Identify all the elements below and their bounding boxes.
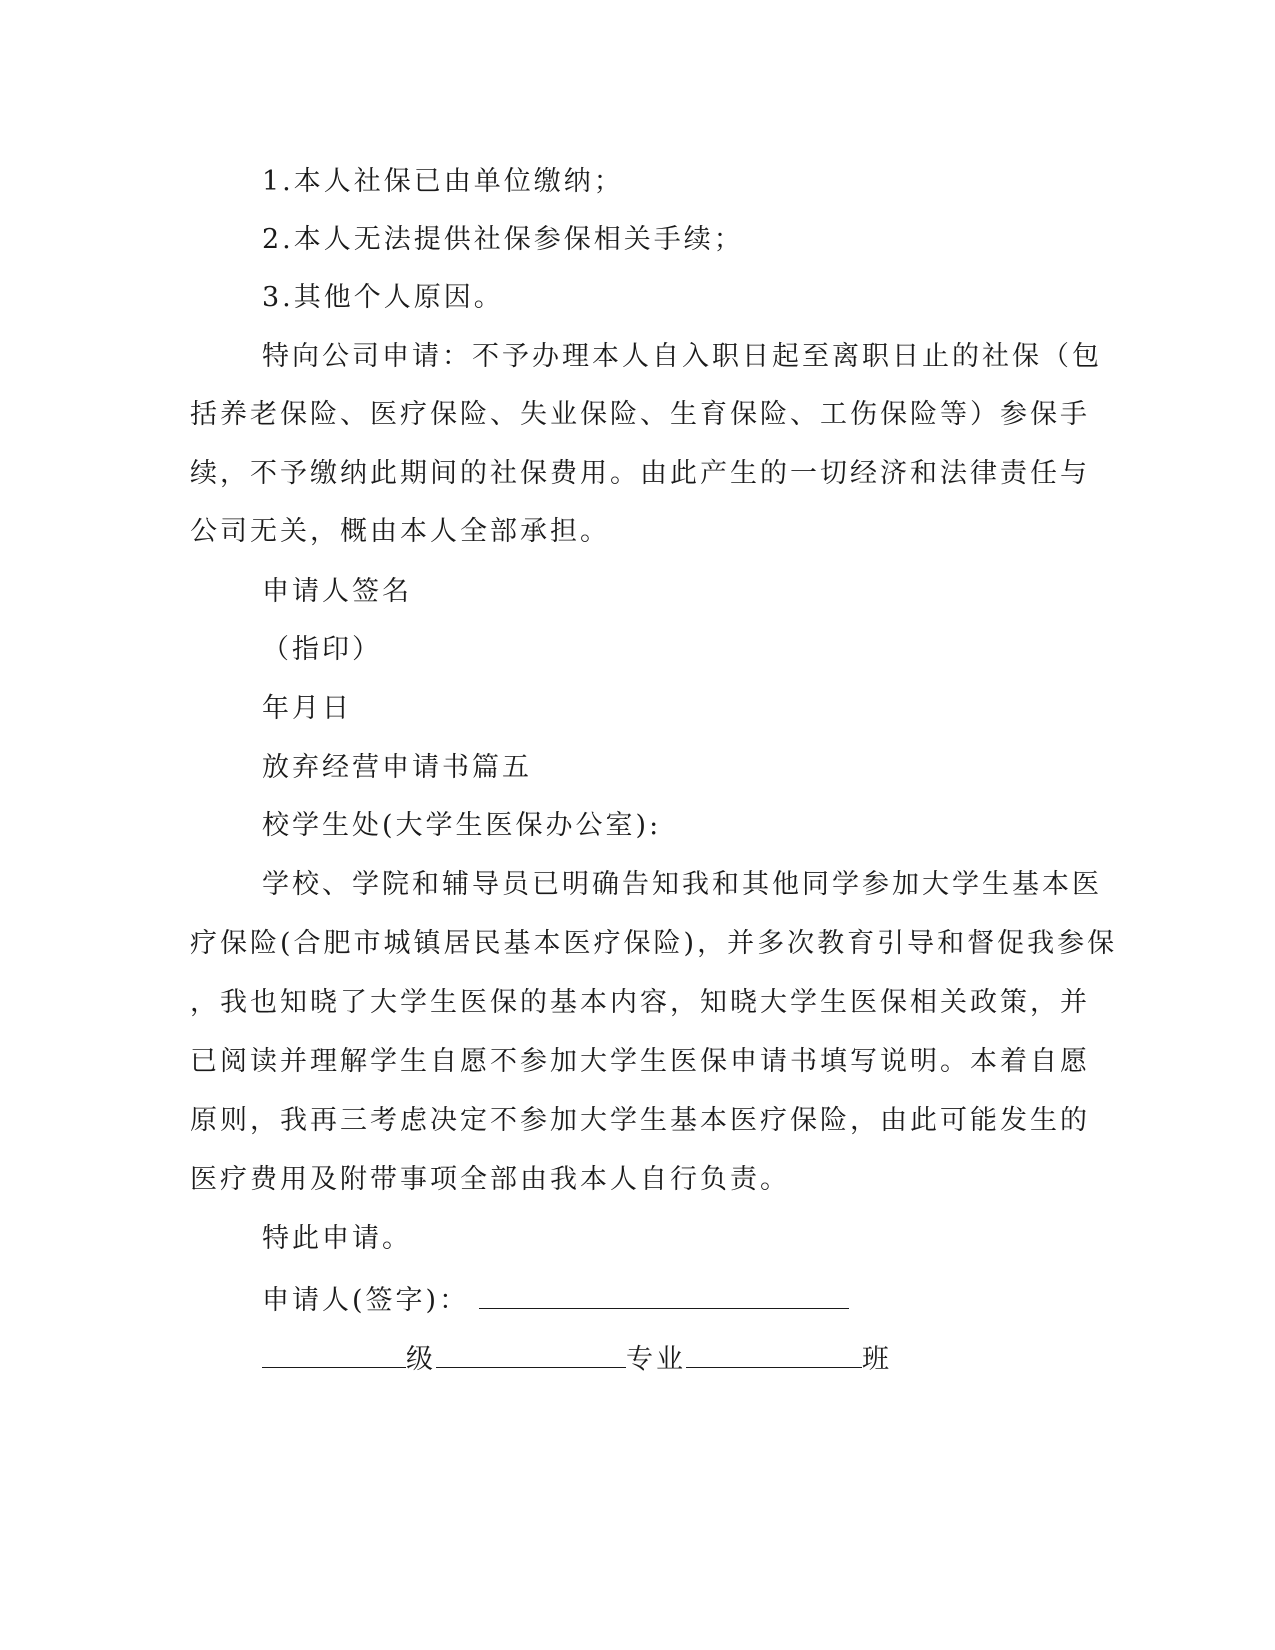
- major-label: 专业: [626, 1344, 686, 1375]
- applicant-signature-label: 申请人签名: [262, 576, 412, 607]
- class-blank: [686, 1339, 862, 1368]
- closing-line: 特此申请。: [262, 1223, 412, 1254]
- list-item: 3.其他个人原因。: [262, 282, 504, 313]
- paragraph-line: 括养老保险、医疗保险、失业保险、生育保险、工伤保险等）参保手: [190, 399, 1090, 430]
- statement-line: 已阅读并理解学生自愿不参加大学生医保申请书填写说明。本着自愿: [190, 1046, 1090, 1077]
- list-item: 1.本人社保已由单位缴纳；: [262, 166, 624, 197]
- signature-blank: [479, 1280, 849, 1309]
- class-label: 班: [862, 1344, 892, 1375]
- statement-line: 学校、学院和辅导员已明确告知我和其他同学参加大学生基本医: [262, 869, 1102, 900]
- grade-blank: [262, 1339, 406, 1368]
- statement-line: ，我也知晓了大学生医保的基本内容，知晓大学生医保相关政策，并: [190, 987, 1090, 1018]
- statement-line: 疗保险(合肥市城镇居民基本医疗保险)，并多次教育引导和督促我参保: [190, 928, 1118, 959]
- fingerprint-label: （指印）: [262, 634, 382, 665]
- major-blank: [436, 1339, 626, 1368]
- class-row: [262, 1339, 1082, 1378]
- signature-row: [262, 1280, 1082, 1319]
- grade-label: 级: [406, 1344, 436, 1375]
- paragraph-line: 公司无关，概由本人全部承担。: [190, 516, 610, 547]
- recipient-line: 校学生处(大学生医保办公室):: [262, 810, 662, 841]
- paragraph-line: 特向公司申请：不予办理本人自入职日起至离职日止的社保（包: [262, 341, 1102, 372]
- date-label: 年月日: [262, 693, 352, 724]
- list-item: 2.本人无法提供社保参保相关手续；: [262, 224, 744, 255]
- statement-line: 原则，我再三考虑决定不参加大学生基本医疗保险，由此可能发生的: [190, 1105, 1090, 1136]
- signature-label: 申请人(签字)：: [262, 1285, 470, 1316]
- statement-line: 医疗费用及附带事项全部由我本人自行负责。: [190, 1164, 790, 1195]
- section-title: 放弃经营申请书篇五: [262, 752, 532, 783]
- paragraph-line: 续，不予缴纳此期间的社保费用。由此产生的一切经济和法律责任与: [190, 458, 1090, 489]
